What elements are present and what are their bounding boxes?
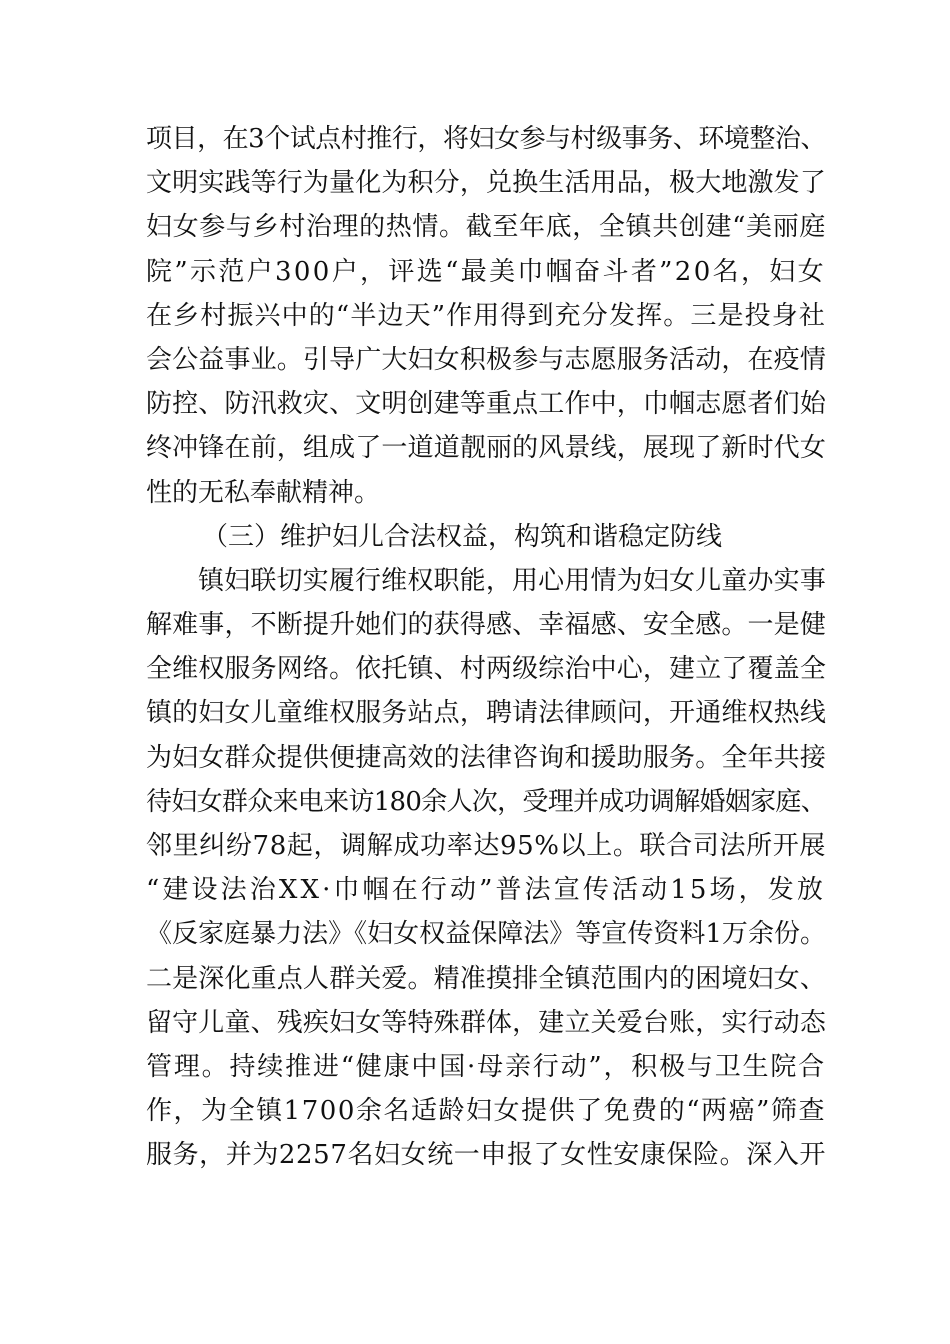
text-line: 作，为全镇1700余名适龄妇女提供了免费的“两癌”筛查 bbox=[146, 1096, 826, 1127]
text-line: 妇女参与乡村治理的热情。截至年底，全镇共创建“美丽庭 bbox=[146, 212, 826, 243]
text-line: 留守儿童、残疾妇女等特殊群体，建立关爱台账，实行动态 bbox=[146, 1007, 826, 1038]
text-line: 管理。持续推进“健康中国·母亲行动”，积极与卫生院合 bbox=[146, 1051, 826, 1082]
text-line: 《反家庭暴力法》《妇女权益保障法》等宣传资料1万余份。 bbox=[146, 919, 827, 950]
document-body bbox=[146, 117, 826, 1178]
text-line: 服务，并为2257名妇女统一申报了女性安康保险。深入开 bbox=[146, 1140, 826, 1171]
text-line: 全维权服务网络。依托镇、村两级综治中心，建立了覆盖全 bbox=[146, 654, 826, 685]
text-line: 待妇女群众来电来访180余人次，受理并成功调解婚姻家庭、 bbox=[146, 786, 826, 817]
text-line: 会公益事业。引导广大妇女积极参与志愿服务活动，在疫情 bbox=[146, 344, 826, 375]
text-line: “建设法治XX·巾帼在行动”普法宣传活动15场，发放 bbox=[146, 875, 826, 906]
text-line: 镇妇联切实履行维权职能，用心用情为妇女儿童办实事 bbox=[198, 565, 826, 596]
text-line: 项目，在3个试点村推行，将妇女参与村级事务、环境整治、 bbox=[146, 124, 826, 154]
text-line: 邻里纠纷78起，调解成功率达95%以上。联合司法所开展 bbox=[146, 831, 826, 861]
text-line: 为妇女群众提供便捷高效的法律咨询和援助服务。全年共接 bbox=[146, 742, 826, 773]
text-line: 在乡村振兴中的“半边天”作用得到充分发挥。三是投身社 bbox=[146, 300, 826, 331]
text-line: 二是深化重点人群关爱。精准摸排全镇范围内的困境妇女、 bbox=[146, 963, 826, 994]
section-heading: （三）维护妇儿合法权益，构筑和谐稳定防线 bbox=[202, 521, 723, 552]
text-line: 终冲锋在前，组成了一道道靓丽的风景线，展现了新时代女 bbox=[146, 433, 826, 464]
text-line: 镇的妇女儿童维权服务站点，聘请法律顾问，开通维权热线 bbox=[146, 698, 826, 729]
text-line: 文明实践等行为量化为积分，兑换生活用品，极大地激发了 bbox=[146, 168, 826, 199]
text-line: 防控、防汛救灾、文明创建等重点工作中，巾帼志愿者们始 bbox=[146, 389, 826, 420]
text-line: 性的无私奉献精神。 bbox=[146, 477, 381, 508]
text-line: 解难事，不断提升她们的获得感、幸福感、安全感。一是健 bbox=[146, 610, 826, 641]
text-line: 院”示范户300户，评选“最美巾帼奋斗者”20名，妇女 bbox=[146, 256, 826, 287]
